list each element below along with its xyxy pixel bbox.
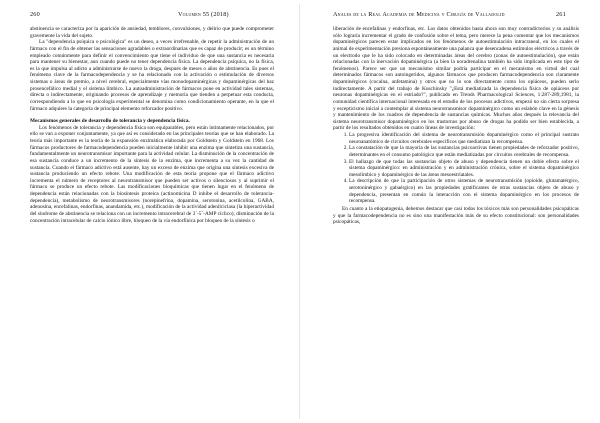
research-lines-list <box>333 132 579 205</box>
section-paragraph: Los fenómenos de tolerancia y dependencia física son equiparables, pero están íntimamente relacionados, por ello se van a exponer conjuntamente, ya que así es considerado en las principales teorías que se han elaborado. La teoría más importante es la teoría de la expansión enzimática elaborada por Goldstein y Goldstein en 1968. Los fármacos productores de farmacodependencia pueden inicialmente inhibir una enzima que sintetiza una sustancia, fundamentalmente un neurotransmisor importante para la actividad celular. La disminución de la concentración de esa sustancia conduce a un incremento de la síntesis de la enzima, que incrementa a su vez la cantidad de sustancia. Cuando el fármaco adictivo está ausente, hay un exceso de enzima que origina una síntesis excesiva de sustancia produciendo un efecto rebote. Una modificación de esta teoría propone que el fármaco adictivo incrementa el número de receptores al neurotransmisor que pueden ser activos o silenciosos y al suprimir el fármaco se produce un efecto rebote. Las modificaciones bioquímicas que tienen lugar en el fenómeno de dependencia están relacionadas con la biosíntesis proteica (actinomicina D inhibe el desarrollo de tolerancia-dependencia), metabolismo de neurotransmisores (norepinefrina, dopamina, serotonina, acetilcolina, GABA, adenosina, encefalinas, endorfinas, anandamida, etc.), modificación de la actividad adenilciclasa (la hiperactividad del sindrome de abstinencia se relaciona con un incremento intracerebral de 3´-5´-AMP cíclico), disminución de la concentración intracelular de calcio iónico libre, bloqueo de la vía endorfínica por bloqueo de la síntesis o <box>30 124 274 224</box>
right-page-number: 261 <box>556 11 566 18</box>
left-running-head: Volumen 55 (2018) <box>178 11 229 18</box>
left-page-number: 260 <box>30 11 40 18</box>
right-page <box>300 0 600 423</box>
right-text-column <box>333 26 579 226</box>
list-item: 1. La progresiva identificación del sistema de neurotransmisión dopaminérgico como el principal sustrato neuroanatómico de circuitos cerebrales específicos que mediatizan la recompensa. <box>349 132 579 145</box>
list-item: 3. El hallazgo de que todas las sustancias objeto de abuso y dependencia tienen un doble efecto sobre el sistema dopaminérgico: en administración y en administración crónica, sobre el sistema dopaminérgico mesolímbico y dopaminérgico de las áreas mesoestriatales. <box>349 159 579 179</box>
left-paragraph-1: abstinencia se caracteriza por la aparición de ansiedad, temblores, convulsiones, y delirio que puede comprometer gravemente la vida del sujeto. <box>30 26 274 39</box>
closing-paragraph: En cuanto a la etiopatogenia, debemos destacar que casi todos los tóxicos más son personalidades psicopáticas y que la farmacodependencia no es sino una manifestación más de su efecto constitucional: son personalidades psicopáticas, <box>333 205 579 226</box>
left-paragraph-2: La "dependencia psíquica o psicológica" es un deseo, a veces irrefrenable, de repetir la administración de un fármaco con el fin de obtener las sensaciones agradables o extraordinarias que es capaz de producir; es un término empleado comúnmente para definir el convencimiento que tiene el individuo de que una sustancia es necesaria para mantener su bienestar, aun cuando puede no tener dependencia física. La dependencia psíquica, no la física, es la que impulsa al adicto a administrarse de nuevo la droga, después de meses o años de abstinencia. Es pues el fenómeno clave de la farmacodependencia y se ha relacionado con la activación o estimulación de diversos sistemas o áreas de premio, a nivel cerebral, especialmente vías monodopaminérgicas y dopaminérgicas del haz prosencefálico medial y el sistema límbico. La autoadministración de fármacos pone en actividad tales sistemas, directa o indirectamente, originando procesos de aprendizaje y memoria que tienden a perpetuar esta conducta, correspondiendo a lo que en psicología experimental se denomina como condicionamiento operante, en la que el fármaco adquiere la categoría de principal elemento reforzador positivo. <box>30 39 274 112</box>
right-paragraph-1: liberación de encefalinas y endorfinas, etc. Los datos obtenidos hasta ahora son muy contradictorios y su análisis sólo lograría incrementar el grado de confusión sobre el tema, pero merece la pena comentar que los mecanismos dopaminérgicos parecen estar implicados en los fenómenos de autoestimulación intracraneal, en los cuales el animal de experimentación presiona espontáneamente una palanca que desencadena estímulos eléctricos a través de un electrodo que le ha sido colocado en determinadas áreas del cerebro (zonas de autoestimulación), que están relacionadas con la inervación dopaminérgica (a bien la noradrenalina también ha sido implicada en este tipo de fenómenos). Parece ser que un mecanismo similar podría participar en el mecanismo en virtud del cual determinados fármacos son autoingeridos, algunos fármacos que producen farmacodependencia son claramente dopaminérgicos (cocaína, anfetamina) y otros que no lo son directamente como los opiáceos, pueden serlo indirectamente. A partir del trabajo de Kuschinsky "¿Está mediatizada la dependencia física de opiáceos por neuronas dopaminérgicas en el estriado?", publicado en Trends Pharmacological Sciences, 1:287-289,1981, la comunidad científica internacional interesada en el estudio de los procesos adictivos, empezó no sin cierta sorpresa y escepticismo inicial a contemplar al sistema neurotransmisor dopaminérgico como un eslabón clave en la génesis y mantenimiento de los cuadros de dependencia de sustancias químicas. Muchos años después la relevancia del sistema neurotransmisor dopaminérgico en los trastornos por abuso de drogas ha podido ser bien establecida, a partir de los resultados obtenidos en cuatro líneas de investigación: <box>333 26 579 132</box>
left-text-column <box>30 26 274 224</box>
right-running-head: Anales de la Real Academia de Medicina y Cirugía de Valladolid <box>333 11 505 18</box>
list-item: 2. La constatación de que la mayoría de las sustancias psicoactivas tienen propiedades de reforzador positivo, determinantes en el consumo patológico que están mediatizadas por circuitos cerebrales de recompensa. <box>349 145 579 158</box>
section-heading: Mecanismos generales de desarrollo de tolerancia y dependencia física. <box>30 118 190 125</box>
list-item: 4. La descripción de que la participación de otros sistemas de neurotransmisión (opioide, glutamatérgico, serotoninérgico y gabaérgico) en las propiedades gratificantes de otras sustancias objeto de abuso y dependencia, presentan en común la interacción con el sistema dopaminérgico en los procesos de recompensa. <box>349 178 579 205</box>
